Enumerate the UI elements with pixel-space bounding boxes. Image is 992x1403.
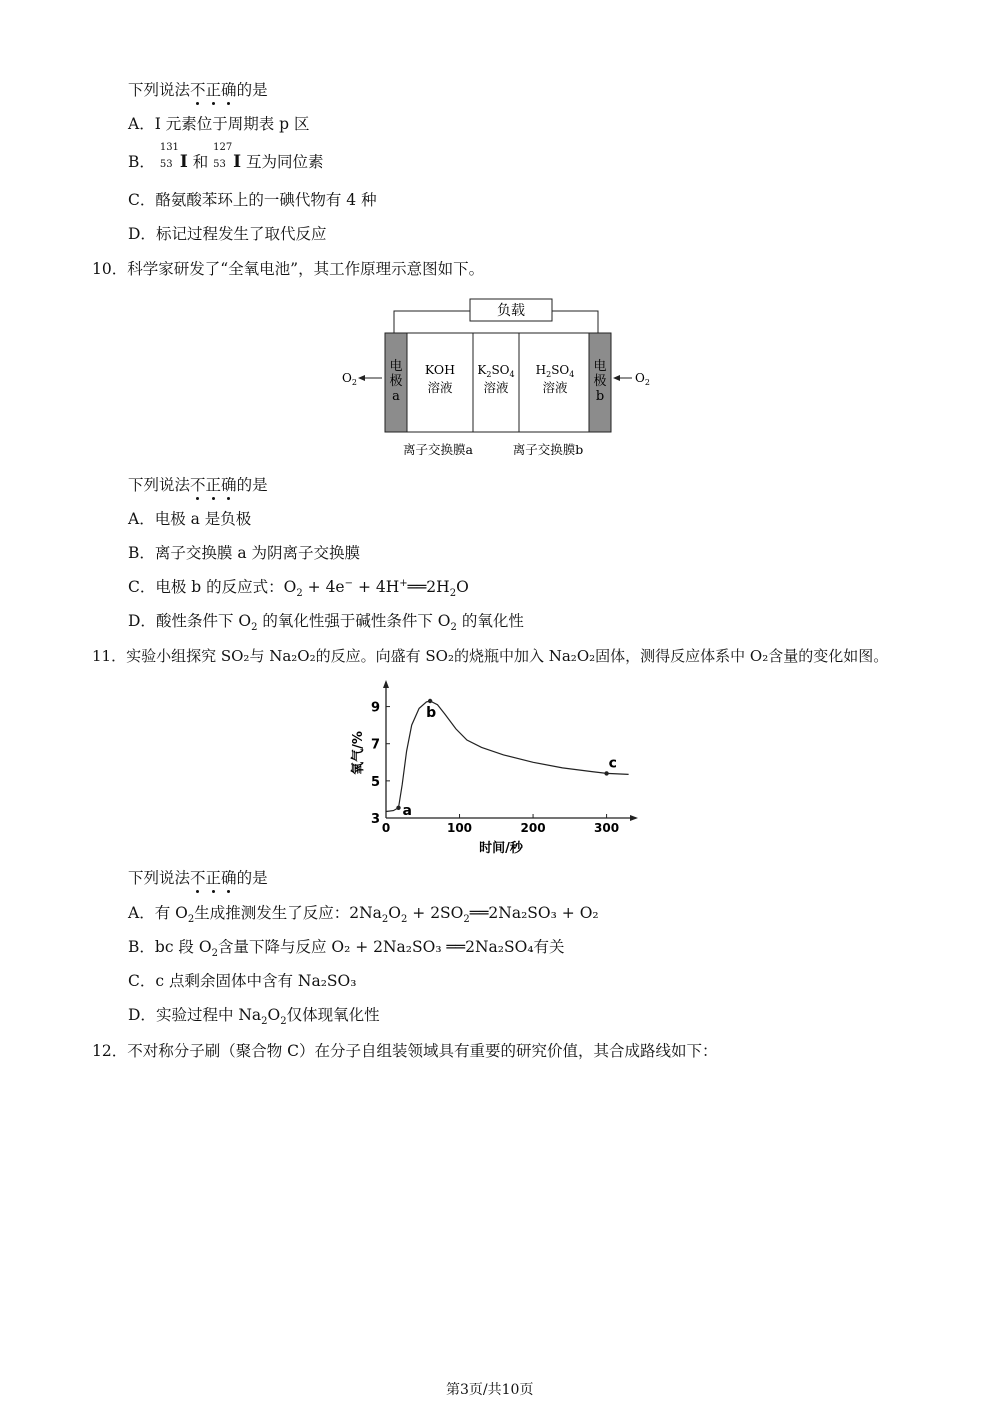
koh-solution: 溶液 (427, 380, 453, 395)
electrode-b-char3: b (595, 389, 605, 404)
membrane-a-label: 离子交换膜a (403, 442, 473, 457)
q11-prompt: 下列说法不正确的是 (128, 866, 268, 888)
x-axis-arrow (630, 815, 638, 821)
point-a (396, 806, 400, 810)
y-tick-label: 9 (370, 700, 380, 716)
isotope-127: 127 53 (213, 142, 233, 170)
point-c (604, 771, 608, 775)
q11-option-b: B．bc 段 $O_2$含量下降与反应 O₂ + 2Na₂SO₃ ══2Na₂SO₄有关 (128, 938, 565, 960)
point-label-a: a (402, 802, 412, 819)
arrow-left-head (358, 375, 365, 381)
y-tick-label: 5 (370, 774, 380, 790)
wire-right (552, 311, 598, 333)
isotope-131: 131 53 (159, 142, 179, 170)
point-label-b: b (426, 705, 437, 721)
x-tick-label: 200 (520, 821, 546, 835)
electrode-b-char1: 电 (593, 359, 607, 374)
q11-stem: 11．实验小组探究 SO₂与 Na₂O₂的反应。向盛有 SO₂的烧瓶中加入 Na₂O₂固体，测得反应体系中 O₂含量的变化如图。 (92, 647, 889, 665)
q9-option-b: B． 131 53 I 和 127 53 I 互为同位素 (128, 142, 324, 172)
electrode-a-char2: 极 (389, 374, 403, 389)
q12-stem: 12．不对称分子刷（聚合物 C）在分子自组装领域具有重要的研究价值，其合成路线如下： (92, 1042, 718, 1060)
x-tick-label: 100 (446, 821, 473, 835)
k2so4-solution: 溶液 (483, 380, 509, 395)
q10-stem: 10．科学家研发了“全氧电池”，其工作原理示意图如下。 (92, 260, 485, 278)
h2so4-label: $H_2SO_4$ (535, 363, 575, 379)
q10-prompt: 下列说法不正确的是 (128, 473, 268, 495)
oxygen-chart (350, 676, 650, 861)
y-tick-label: 7 (370, 737, 380, 753)
point-label-c: c (608, 755, 617, 772)
q11-option-a: A．有 $O_2$生成推测发生了反应：$2Na_2O_2$ + $2SO_2══2Na_2SO_3 + O_2$ (128, 904, 599, 926)
page-number: 第3页/共10页 (446, 1382, 534, 1398)
k2so4-label: $K_2SO_4$ (477, 363, 515, 379)
point-b (428, 699, 432, 703)
q9-option-c: C．酪氨酸苯环上的一碘代物有 4 种 (128, 191, 377, 209)
q9-option-d: D．标记过程发生了取代反应 (128, 225, 327, 243)
q10-option-d: D．酸性条件下 $O_2$ 的氧化性强于碱性条件下 $O_2$ 的氧化性 (128, 612, 524, 634)
q11-option-c: C．c 点剩余固体中含有 Na₂SO₃ (128, 972, 357, 990)
electrode-a-char3: a (392, 389, 400, 404)
q10-option-b: B．离子交换膜 a 为阴离子交换膜 (128, 544, 360, 562)
load-label: 负载 (497, 303, 525, 319)
x-tick-label: 300 (594, 821, 620, 835)
q10-option-a: A．电极 a 是负极 (128, 510, 252, 528)
battery-diagram (330, 292, 660, 462)
koh-label: KOH (424, 362, 456, 377)
y-axis-arrow (383, 680, 389, 688)
y-axis-label: 氧气/% (351, 731, 366, 775)
electrode-b-char2: 极 (593, 374, 607, 389)
x-tick-label: 0 (381, 821, 391, 835)
q11-option-d: D．实验过程中 $Na_2O_2$仅体现氧化性 (128, 1006, 380, 1028)
electrode-a-char1: 电 (389, 359, 403, 374)
q10-option-c: C．电极 b 的反应式：$O_2 + 4e^-$ + $4H^+══2H_2O$ (128, 577, 469, 600)
q9-prompt: 下列说法不正确的是 (128, 78, 268, 100)
y-tick-label: 3 (370, 812, 380, 827)
membrane-b-label: 离子交换膜b (512, 442, 584, 457)
o2-right-label: $O_2$ (635, 371, 650, 387)
q9-option-a: A．I 元素位于周期表 p 区 (128, 115, 310, 133)
wire-left (394, 311, 470, 333)
h2so4-solution: 溶液 (542, 380, 568, 395)
o2-series-line (386, 701, 629, 812)
arrow-right-head (613, 375, 620, 381)
o2-left-label: $O_2$ (342, 371, 357, 387)
x-axis-label: 时间/秒 (479, 841, 523, 856)
